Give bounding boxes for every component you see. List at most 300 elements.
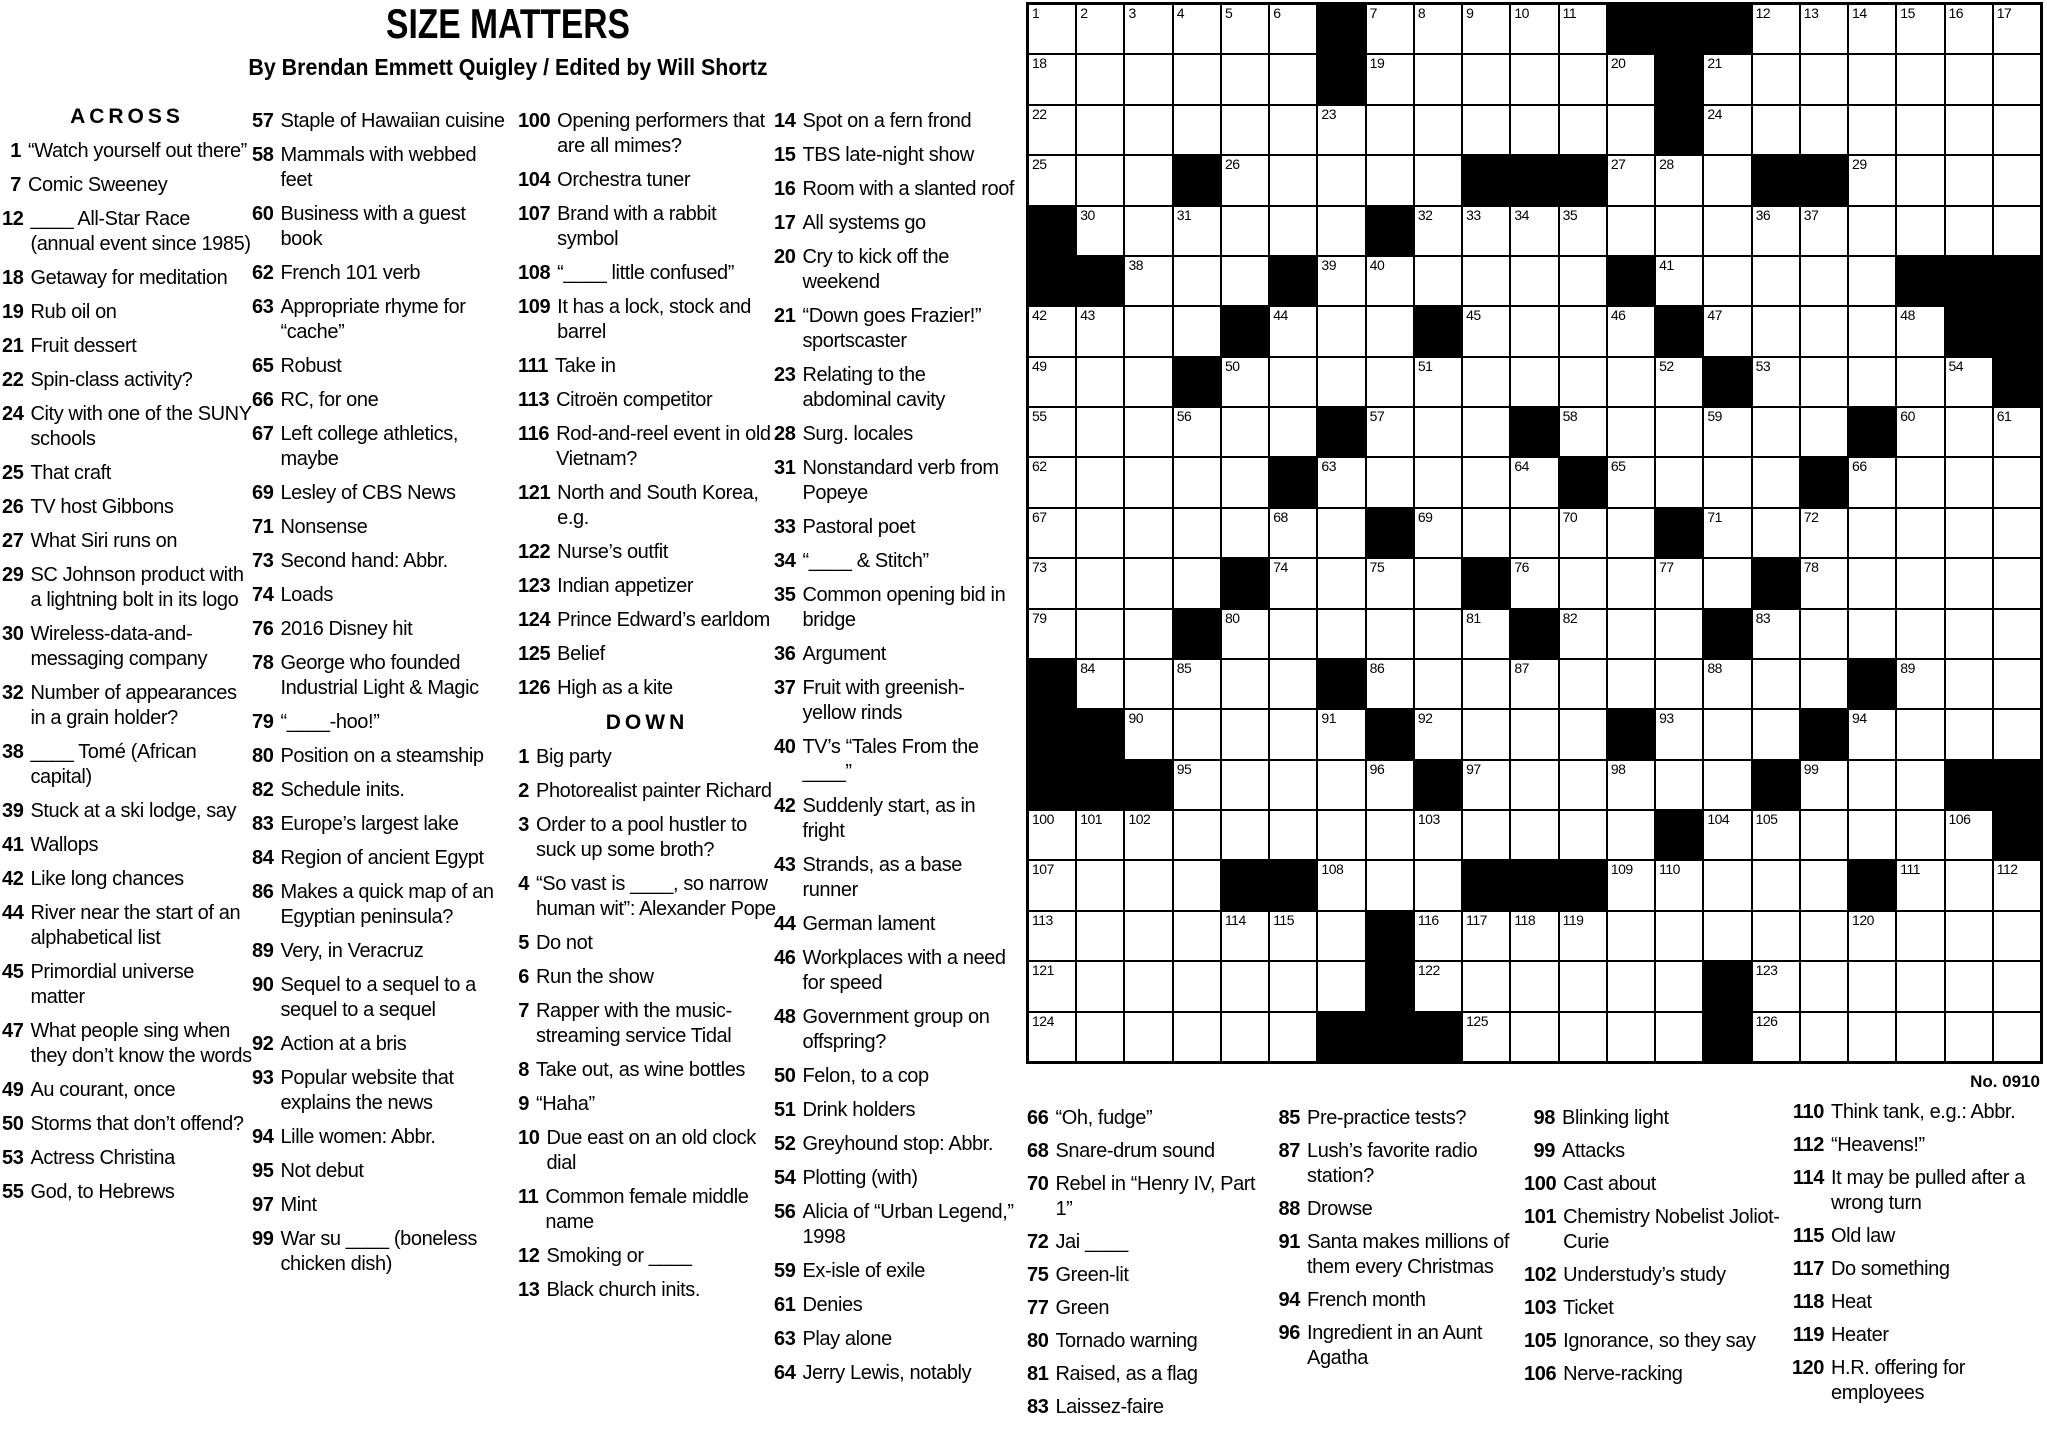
grid-cell[interactable]	[1367, 257, 1413, 305]
grid-cell[interactable]	[1753, 710, 1799, 758]
grid-cell[interactable]	[1077, 912, 1123, 960]
grid-cell[interactable]	[1125, 307, 1171, 355]
grid-cell[interactable]	[1849, 358, 1895, 406]
grid-cell[interactable]	[1608, 509, 1654, 557]
grid-cell[interactable]	[1946, 710, 1992, 758]
grid-cell[interactable]	[1801, 660, 1847, 708]
grid-cell[interactable]	[1029, 962, 1075, 1010]
grid-cell[interactable]	[1704, 156, 1750, 204]
grid-cell[interactable]	[1753, 962, 1799, 1010]
grid-cell[interactable]	[1897, 509, 1943, 557]
grid-cell[interactable]	[1318, 811, 1364, 859]
grid-cell[interactable]	[1560, 106, 1606, 154]
grid-cell[interactable]	[1897, 106, 1943, 154]
grid-cell[interactable]	[1125, 811, 1171, 859]
grid-cell[interactable]	[1946, 1013, 1992, 1061]
grid-cell[interactable]	[1946, 660, 1992, 708]
grid-cell[interactable]	[1656, 710, 1702, 758]
grid-cell[interactable]	[1704, 811, 1750, 859]
grid-cell[interactable]	[1849, 55, 1895, 103]
grid-cell[interactable]	[1463, 660, 1509, 708]
grid-cell[interactable]	[1077, 5, 1123, 53]
grid-cell[interactable]	[1077, 106, 1123, 154]
grid-cell[interactable]	[1222, 5, 1268, 53]
grid-cell[interactable]	[1801, 912, 1847, 960]
grid-cell[interactable]	[1077, 962, 1123, 1010]
grid-cell[interactable]	[1029, 811, 1075, 859]
grid-cell[interactable]	[1415, 257, 1461, 305]
grid-cell[interactable]	[1946, 55, 1992, 103]
grid-cell[interactable]	[1318, 257, 1364, 305]
grid-cell[interactable]	[1608, 458, 1654, 506]
grid-cell[interactable]	[1511, 458, 1557, 506]
grid-cell[interactable]	[1077, 559, 1123, 607]
grid-cell[interactable]	[1946, 559, 1992, 607]
grid-cell[interactable]	[1511, 106, 1557, 154]
grid-cell[interactable]	[1077, 861, 1123, 909]
grid-cell[interactable]	[1897, 358, 1943, 406]
grid-cell[interactable]	[1897, 912, 1943, 960]
grid-cell[interactable]	[1656, 358, 1702, 406]
grid-cell[interactable]	[1656, 257, 1702, 305]
grid-cell[interactable]	[1415, 912, 1461, 960]
grid-cell[interactable]	[1994, 610, 2040, 658]
grid-cell[interactable]	[1704, 408, 1750, 456]
grid-cell[interactable]	[1511, 358, 1557, 406]
grid-cell[interactable]	[1656, 156, 1702, 204]
grid-cell[interactable]	[1125, 962, 1171, 1010]
grid-cell[interactable]	[1753, 207, 1799, 255]
grid-cell[interactable]	[1174, 408, 1220, 456]
grid-cell[interactable]	[1125, 358, 1171, 406]
grid-cell[interactable]	[1222, 962, 1268, 1010]
grid-cell[interactable]	[1125, 509, 1171, 557]
grid-cell[interactable]	[1608, 610, 1654, 658]
grid-cell[interactable]	[1608, 912, 1654, 960]
grid-cell[interactable]	[1367, 408, 1413, 456]
grid-cell[interactable]	[1367, 761, 1413, 809]
grid-cell[interactable]	[1801, 1013, 1847, 1061]
grid-cell[interactable]	[1174, 761, 1220, 809]
grid-cell[interactable]	[1897, 861, 1943, 909]
grid-cell[interactable]	[1946, 408, 1992, 456]
grid-cell[interactable]	[1849, 156, 1895, 204]
grid-cell[interactable]	[1174, 307, 1220, 355]
grid-cell[interactable]	[1511, 257, 1557, 305]
grid-cell[interactable]	[1367, 358, 1413, 406]
grid-cell[interactable]	[1704, 458, 1750, 506]
grid-cell[interactable]	[1367, 610, 1413, 658]
grid-cell[interactable]	[1125, 55, 1171, 103]
grid-cell[interactable]	[1415, 861, 1461, 909]
grid-cell[interactable]	[1560, 610, 1606, 658]
grid-cell[interactable]	[1029, 106, 1075, 154]
grid-cell[interactable]	[1994, 408, 2040, 456]
grid-cell[interactable]	[1994, 55, 2040, 103]
grid-cell[interactable]	[1560, 710, 1606, 758]
grid-cell[interactable]	[1608, 307, 1654, 355]
grid-cell[interactable]	[1222, 761, 1268, 809]
grid-cell[interactable]	[1077, 358, 1123, 406]
grid-cell[interactable]	[1077, 1013, 1123, 1061]
grid-cell[interactable]	[1753, 610, 1799, 658]
grid-cell[interactable]	[1994, 861, 2040, 909]
grid-cell[interactable]	[1511, 710, 1557, 758]
grid-cell[interactable]	[1463, 408, 1509, 456]
grid-cell[interactable]	[1946, 5, 1992, 53]
grid-cell[interactable]	[1029, 610, 1075, 658]
grid-cell[interactable]	[1994, 912, 2040, 960]
grid-cell[interactable]	[1560, 660, 1606, 708]
grid-cell[interactable]	[1463, 5, 1509, 53]
grid-cell[interactable]	[1656, 1013, 1702, 1061]
grid-cell[interactable]	[1367, 307, 1413, 355]
grid-cell[interactable]	[1222, 610, 1268, 658]
grid-cell[interactable]	[1463, 307, 1509, 355]
grid-cell[interactable]	[1801, 509, 1847, 557]
grid-cell[interactable]	[1415, 106, 1461, 154]
grid-cell[interactable]	[1318, 761, 1364, 809]
grid-cell[interactable]	[1946, 207, 1992, 255]
grid-cell[interactable]	[1608, 55, 1654, 103]
grid-cell[interactable]	[1174, 660, 1220, 708]
grid-cell[interactable]	[1463, 106, 1509, 154]
grid-cell[interactable]	[1222, 710, 1268, 758]
grid-cell[interactable]	[1608, 861, 1654, 909]
grid-cell[interactable]	[1801, 358, 1847, 406]
grid-cell[interactable]	[1415, 156, 1461, 204]
grid-cell[interactable]	[1656, 207, 1702, 255]
grid-cell[interactable]	[1560, 509, 1606, 557]
grid-cell[interactable]	[1415, 458, 1461, 506]
grid-cell[interactable]	[1704, 861, 1750, 909]
grid-cell[interactable]	[1656, 660, 1702, 708]
grid-cell[interactable]	[1753, 458, 1799, 506]
grid-cell[interactable]	[1029, 55, 1075, 103]
grid-cell[interactable]	[1897, 1013, 1943, 1061]
grid-cell[interactable]	[1849, 257, 1895, 305]
grid-cell[interactable]	[1125, 912, 1171, 960]
grid-cell[interactable]	[1415, 5, 1461, 53]
grid-cell[interactable]	[1029, 5, 1075, 53]
grid-cell[interactable]	[1077, 408, 1123, 456]
grid-cell[interactable]	[1270, 5, 1316, 53]
grid-cell[interactable]	[1849, 307, 1895, 355]
grid-cell[interactable]	[1029, 912, 1075, 960]
grid-cell[interactable]	[1270, 962, 1316, 1010]
grid-cell[interactable]	[1753, 358, 1799, 406]
grid-cell[interactable]	[1608, 559, 1654, 607]
grid-cell[interactable]	[1077, 156, 1123, 204]
grid-cell[interactable]	[1511, 912, 1557, 960]
grid-cell[interactable]	[1753, 106, 1799, 154]
grid-cell[interactable]	[1077, 207, 1123, 255]
grid-cell[interactable]	[1222, 660, 1268, 708]
grid-cell[interactable]	[1897, 761, 1943, 809]
grid-cell[interactable]	[1463, 207, 1509, 255]
grid-cell[interactable]	[1511, 307, 1557, 355]
grid-cell[interactable]	[1270, 660, 1316, 708]
grid-cell[interactable]	[1270, 156, 1316, 204]
grid-cell[interactable]	[1704, 559, 1750, 607]
grid-cell[interactable]	[1608, 1013, 1654, 1061]
grid-cell[interactable]	[1318, 861, 1364, 909]
grid-cell[interactable]	[1174, 55, 1220, 103]
grid-cell[interactable]	[1318, 912, 1364, 960]
grid-cell[interactable]	[1174, 257, 1220, 305]
grid-cell[interactable]	[1270, 761, 1316, 809]
grid-cell[interactable]	[1897, 5, 1943, 53]
grid-cell[interactable]	[1994, 207, 2040, 255]
grid-cell[interactable]	[1560, 408, 1606, 456]
grid-cell[interactable]	[1656, 861, 1702, 909]
grid-cell[interactable]	[1367, 811, 1413, 859]
grid-cell[interactable]	[1125, 559, 1171, 607]
grid-cell[interactable]	[1463, 761, 1509, 809]
grid-cell[interactable]	[1801, 962, 1847, 1010]
grid-cell[interactable]	[1270, 509, 1316, 557]
grid-cell[interactable]	[1994, 156, 2040, 204]
grid-cell[interactable]	[1318, 358, 1364, 406]
grid-cell[interactable]	[1222, 207, 1268, 255]
grid-cell[interactable]	[1415, 509, 1461, 557]
grid-cell[interactable]	[1415, 710, 1461, 758]
grid-cell[interactable]	[1029, 509, 1075, 557]
grid-cell[interactable]	[1270, 710, 1316, 758]
grid-cell[interactable]	[1560, 358, 1606, 406]
grid-cell[interactable]	[1849, 761, 1895, 809]
grid-cell[interactable]	[1801, 811, 1847, 859]
grid-cell[interactable]	[1463, 257, 1509, 305]
grid-cell[interactable]	[1077, 811, 1123, 859]
grid-cell[interactable]	[1994, 509, 2040, 557]
grid-cell[interactable]	[1270, 912, 1316, 960]
grid-cell[interactable]	[1318, 207, 1364, 255]
grid-cell[interactable]	[1753, 912, 1799, 960]
grid-cell[interactable]	[1753, 408, 1799, 456]
grid-cell[interactable]	[1801, 307, 1847, 355]
grid-cell[interactable]	[1125, 5, 1171, 53]
grid-cell[interactable]	[1174, 207, 1220, 255]
grid-cell[interactable]	[1222, 106, 1268, 154]
grid-cell[interactable]	[1608, 811, 1654, 859]
grid-cell[interactable]	[1560, 5, 1606, 53]
grid-cell[interactable]	[1029, 358, 1075, 406]
grid-cell[interactable]	[1753, 509, 1799, 557]
grid-cell[interactable]	[1897, 207, 1943, 255]
grid-cell[interactable]	[1367, 559, 1413, 607]
grid-cell[interactable]	[1367, 156, 1413, 204]
grid-cell[interactable]	[1463, 55, 1509, 103]
grid-cell[interactable]	[1415, 962, 1461, 1010]
grid-cell[interactable]	[1560, 257, 1606, 305]
grid-cell[interactable]	[1125, 710, 1171, 758]
grid-cell[interactable]	[1608, 761, 1654, 809]
grid-cell[interactable]	[1222, 912, 1268, 960]
grid-cell[interactable]	[1849, 5, 1895, 53]
grid-cell[interactable]	[1463, 962, 1509, 1010]
grid-cell[interactable]	[1125, 861, 1171, 909]
grid-cell[interactable]	[1608, 106, 1654, 154]
grid-cell[interactable]	[1656, 761, 1702, 809]
grid-cell[interactable]	[1560, 307, 1606, 355]
grid-cell[interactable]	[1222, 811, 1268, 859]
grid-cell[interactable]	[1704, 710, 1750, 758]
grid-cell[interactable]	[1560, 1013, 1606, 1061]
grid-cell[interactable]	[1077, 307, 1123, 355]
grid-cell[interactable]	[1704, 106, 1750, 154]
grid-cell[interactable]	[1704, 660, 1750, 708]
grid-cell[interactable]	[1849, 610, 1895, 658]
grid-cell[interactable]	[1511, 5, 1557, 53]
grid-cell[interactable]	[1511, 509, 1557, 557]
grid-cell[interactable]	[1704, 207, 1750, 255]
grid-cell[interactable]	[1367, 55, 1413, 103]
grid-cell[interactable]	[1511, 559, 1557, 607]
grid-cell[interactable]	[1608, 358, 1654, 406]
grid-cell[interactable]	[1849, 1013, 1895, 1061]
grid-cell[interactable]	[1801, 55, 1847, 103]
grid-cell[interactable]	[1656, 962, 1702, 1010]
grid-cell[interactable]	[1704, 307, 1750, 355]
grid-cell[interactable]	[1174, 962, 1220, 1010]
grid-cell[interactable]	[1029, 861, 1075, 909]
grid-cell[interactable]	[1946, 458, 1992, 506]
grid-cell[interactable]	[1897, 156, 1943, 204]
grid-cell[interactable]	[1463, 509, 1509, 557]
grid-cell[interactable]	[1415, 358, 1461, 406]
grid-cell[interactable]	[1415, 207, 1461, 255]
grid-cell[interactable]	[1994, 559, 2040, 607]
grid-cell[interactable]	[1463, 458, 1509, 506]
grid-cell[interactable]	[1222, 257, 1268, 305]
grid-cell[interactable]	[1077, 509, 1123, 557]
grid-cell[interactable]	[1753, 55, 1799, 103]
grid-cell[interactable]	[1415, 660, 1461, 708]
grid-cell[interactable]	[1174, 1013, 1220, 1061]
grid-cell[interactable]	[1077, 660, 1123, 708]
grid-cell[interactable]	[1946, 811, 1992, 859]
grid-cell[interactable]	[1560, 912, 1606, 960]
grid-cell[interactable]	[1608, 207, 1654, 255]
grid-cell[interactable]	[1801, 257, 1847, 305]
grid-cell[interactable]	[1753, 307, 1799, 355]
grid-cell[interactable]	[1753, 861, 1799, 909]
grid-cell[interactable]	[1318, 610, 1364, 658]
grid-cell[interactable]	[1946, 106, 1992, 154]
grid-cell[interactable]	[1801, 207, 1847, 255]
grid-cell[interactable]	[1077, 458, 1123, 506]
grid-cell[interactable]	[1560, 761, 1606, 809]
grid-cell[interactable]	[1125, 660, 1171, 708]
grid-cell[interactable]	[1415, 610, 1461, 658]
grid-cell[interactable]	[1511, 1013, 1557, 1061]
grid-cell[interactable]	[1946, 912, 1992, 960]
grid-cell[interactable]	[1415, 408, 1461, 456]
grid-cell[interactable]	[1946, 861, 1992, 909]
grid-cell[interactable]	[1656, 458, 1702, 506]
grid-cell[interactable]	[1463, 912, 1509, 960]
grid-cell[interactable]	[1801, 559, 1847, 607]
grid-cell[interactable]	[1222, 1013, 1268, 1061]
grid-cell[interactable]	[1174, 912, 1220, 960]
grid-cell[interactable]	[1946, 156, 1992, 204]
grid-cell[interactable]	[1946, 610, 1992, 658]
grid-cell[interactable]	[1318, 458, 1364, 506]
grid-cell[interactable]	[1656, 408, 1702, 456]
grid-cell[interactable]	[1077, 55, 1123, 103]
grid-cell[interactable]	[1415, 55, 1461, 103]
grid-cell[interactable]	[1511, 962, 1557, 1010]
grid-cell[interactable]	[1318, 106, 1364, 154]
grid-cell[interactable]	[1125, 106, 1171, 154]
grid-cell[interactable]	[1656, 610, 1702, 658]
grid-cell[interactable]	[1029, 458, 1075, 506]
grid-cell[interactable]	[1753, 811, 1799, 859]
grid-cell[interactable]	[1463, 358, 1509, 406]
grid-cell[interactable]	[1270, 307, 1316, 355]
grid-cell[interactable]	[1994, 5, 2040, 53]
grid-cell[interactable]	[1125, 1013, 1171, 1061]
grid-cell[interactable]	[1849, 962, 1895, 1010]
grid-cell[interactable]	[1463, 811, 1509, 859]
grid-cell[interactable]	[1270, 358, 1316, 406]
grid-cell[interactable]	[1511, 207, 1557, 255]
grid-cell[interactable]	[1270, 207, 1316, 255]
grid-cell[interactable]	[1318, 559, 1364, 607]
grid-cell[interactable]	[1125, 458, 1171, 506]
grid-cell[interactable]	[1656, 559, 1702, 607]
grid-cell[interactable]	[1318, 156, 1364, 204]
grid-cell[interactable]	[1077, 610, 1123, 658]
grid-cell[interactable]	[1222, 509, 1268, 557]
grid-cell[interactable]	[1174, 710, 1220, 758]
grid-cell[interactable]	[1560, 207, 1606, 255]
grid-cell[interactable]	[1801, 106, 1847, 154]
grid-cell[interactable]	[1125, 257, 1171, 305]
grid-cell[interactable]	[1270, 55, 1316, 103]
grid-cell[interactable]	[1994, 106, 2040, 154]
grid-cell[interactable]	[1174, 509, 1220, 557]
grid-cell[interactable]	[1849, 106, 1895, 154]
grid-cell[interactable]	[1029, 307, 1075, 355]
grid-cell[interactable]	[1125, 207, 1171, 255]
grid-cell[interactable]	[1849, 458, 1895, 506]
grid-cell[interactable]	[1560, 559, 1606, 607]
grid-cell[interactable]	[1897, 408, 1943, 456]
grid-cell[interactable]	[1897, 962, 1943, 1010]
grid-cell[interactable]	[1849, 912, 1895, 960]
grid-cell[interactable]	[1029, 156, 1075, 204]
grid-cell[interactable]	[1849, 710, 1895, 758]
grid-cell[interactable]	[1367, 106, 1413, 154]
grid-cell[interactable]	[1897, 610, 1943, 658]
grid-cell[interactable]	[1270, 408, 1316, 456]
grid-cell[interactable]	[1125, 610, 1171, 658]
grid-cell[interactable]	[1560, 811, 1606, 859]
grid-cell[interactable]	[1174, 811, 1220, 859]
grid-cell[interactable]	[1656, 912, 1702, 960]
grid-cell[interactable]	[1897, 559, 1943, 607]
grid-cell[interactable]	[1367, 458, 1413, 506]
grid-cell[interactable]	[1994, 458, 2040, 506]
grid-cell[interactable]	[1849, 509, 1895, 557]
grid-cell[interactable]	[1608, 962, 1654, 1010]
grid-cell[interactable]	[1367, 861, 1413, 909]
grid-cell[interactable]	[1174, 458, 1220, 506]
grid-cell[interactable]	[1270, 1013, 1316, 1061]
grid-cell[interactable]	[1753, 1013, 1799, 1061]
